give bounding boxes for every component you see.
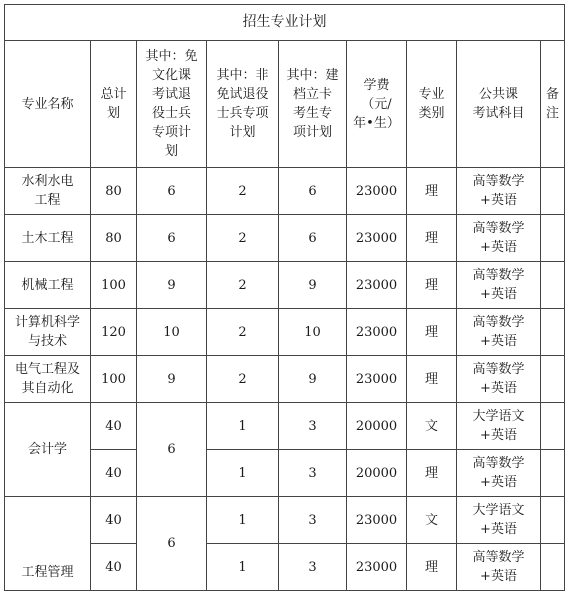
cell-non-exempt: 1 (207, 497, 279, 544)
cell-major: 机械工程 (5, 262, 91, 309)
cell-major: 土木工程 (5, 215, 91, 262)
cell-subjects: 大学语文 +英语 (457, 497, 541, 544)
cell-archived: 3 (279, 544, 347, 591)
cell-category: 理 (407, 450, 457, 497)
cell-subjects: 高等数学 +英语 (457, 262, 541, 309)
cell-remarks (541, 497, 565, 544)
cell-total: 100 (91, 262, 137, 309)
cell-total: 40 (91, 497, 137, 544)
cell-category: 理 (407, 168, 457, 215)
header-major: 专业名称 (5, 41, 91, 168)
cell-tuition: 23000 (347, 544, 407, 591)
cell-remarks (541, 309, 565, 356)
cell-subjects: 高等数学 +英语 (457, 450, 541, 497)
cell-non-exempt: 2 (207, 309, 279, 356)
cell-archived: 10 (279, 309, 347, 356)
header-total: 总计 划 (91, 41, 137, 168)
table-row (5, 356, 565, 403)
cell-remarks (541, 168, 565, 215)
cell-total: 80 (91, 168, 137, 215)
cell-tuition: 23000 (347, 215, 407, 262)
cell-tuition: 23000 (347, 356, 407, 403)
cell-non-exempt: 2 (207, 168, 279, 215)
header-remarks: 备 注 (541, 41, 565, 168)
cell-category: 理 (407, 309, 457, 356)
cell-archived: 9 (279, 356, 347, 403)
cell-subjects: 高等数学 +英语 (457, 309, 541, 356)
cell-total: 80 (91, 215, 137, 262)
header-row (5, 41, 565, 168)
cell-major: 水利水电 工程 (5, 168, 91, 215)
cell-subjects: 高等数学 +英语 (457, 215, 541, 262)
cell-exempt: 6 (137, 168, 207, 215)
cell-non-exempt: 2 (207, 262, 279, 309)
cell-tuition: 23000 (347, 262, 407, 309)
cell-total: 40 (91, 544, 137, 591)
cell-archived: 3 (279, 450, 347, 497)
cell-non-exempt: 2 (207, 356, 279, 403)
cell-major: 电气工程及 其自动化 (5, 356, 91, 403)
cell-exempt: 9 (137, 356, 207, 403)
cell-subjects: 高等数学 +英语 (457, 544, 541, 591)
cell-subjects: 大学语文 +英语 (457, 403, 541, 450)
cell-archived: 9 (279, 262, 347, 309)
cell-tuition: 20000 (347, 450, 407, 497)
cell-exempt: 9 (137, 262, 207, 309)
cell-remarks (541, 403, 565, 450)
cell-total: 40 (91, 403, 137, 450)
cell-tuition: 23000 (347, 497, 407, 544)
cell-total: 100 (91, 356, 137, 403)
cell-exempt: 10 (137, 309, 207, 356)
header-archived: 其中：建 档立卡 考生专 项计划 (279, 41, 347, 168)
cell-non-exempt: 1 (207, 450, 279, 497)
enrollment-plan-table (4, 4, 565, 591)
cell-major: 计算机科学 与技术 (5, 309, 91, 356)
header-exempt: 其中：免 文化课 考试退 役士兵 专项计 划 (137, 41, 207, 168)
cell-category: 理 (407, 544, 457, 591)
cell-archived: 6 (279, 215, 347, 262)
table-title: 招生专业计划 (5, 5, 565, 41)
header-category: 专业 类别 (407, 41, 457, 168)
cell-exempt: 6 (137, 215, 207, 262)
cell-remarks (541, 450, 565, 497)
cell-archived: 3 (279, 403, 347, 450)
cell-archived: 6 (279, 168, 347, 215)
cell-subjects: 高等数学 +英语 (457, 168, 541, 215)
cell-non-exempt: 1 (207, 403, 279, 450)
cell-tuition: 23000 (347, 168, 407, 215)
table-row (5, 403, 565, 450)
header-subjects: 公共课 考试科目 (457, 41, 541, 168)
table-row (5, 497, 565, 544)
cell-major: 工程管理 (5, 497, 91, 591)
cell-non-exempt: 2 (207, 215, 279, 262)
cell-remarks (541, 215, 565, 262)
cell-category: 理 (407, 262, 457, 309)
cell-archived: 3 (279, 497, 347, 544)
header-tuition: 学费 （元/ 年•生） (347, 41, 407, 168)
cell-category: 理 (407, 356, 457, 403)
cell-tuition: 23000 (347, 309, 407, 356)
cell-exempt: 6 (137, 403, 207, 497)
table-row (5, 215, 565, 262)
cell-non-exempt: 1 (207, 544, 279, 591)
cell-remarks (541, 356, 565, 403)
cell-tuition: 20000 (347, 403, 407, 450)
cell-exempt: 6 (137, 497, 207, 591)
cell-major: 会计学 (5, 403, 91, 497)
cell-subjects: 高等数学 +英语 (457, 356, 541, 403)
cell-category: 文 (407, 497, 457, 544)
cell-total: 40 (91, 450, 137, 497)
table-row (5, 168, 565, 215)
cell-remarks (541, 262, 565, 309)
cell-remarks (541, 544, 565, 591)
table-row (5, 262, 565, 309)
table-row (5, 309, 565, 356)
cell-category: 理 (407, 215, 457, 262)
cell-category: 文 (407, 403, 457, 450)
cell-total: 120 (91, 309, 137, 356)
header-non-exempt: 其中：非 免试退役 士兵专项 计划 (207, 41, 279, 168)
